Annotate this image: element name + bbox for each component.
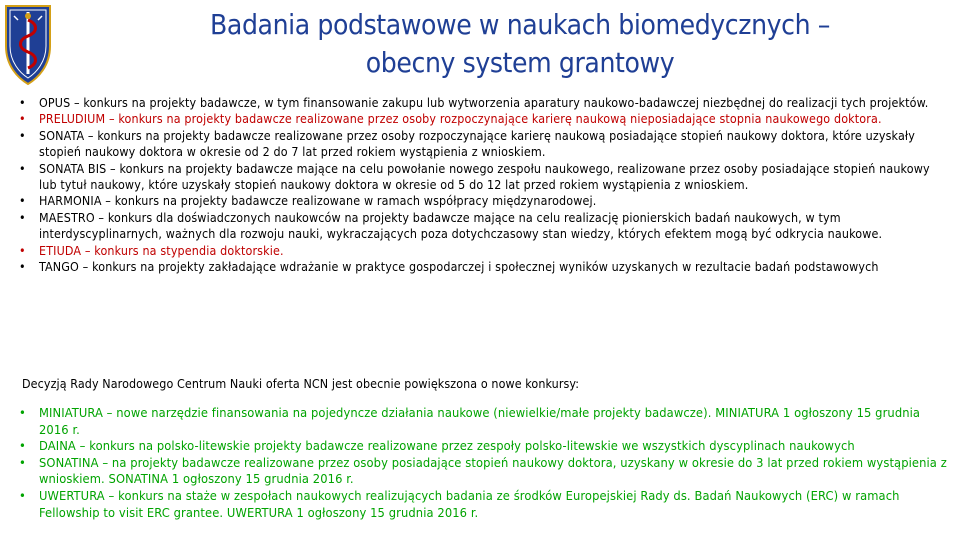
list-item-opus: • OPUS – konkurs na projekty badawcze, w tym finansowanie zakupu lub wytworzenia aparatury naukowo-badawczej niezbędnej do realizacji tych projektów. bbox=[18, 95, 950, 111]
slide-title bbox=[150, 6, 890, 82]
slide-title-line2: obecny system grantowy bbox=[365, 46, 675, 79]
medical-university-shield-icon bbox=[4, 2, 52, 86]
list-item-harmonia: • HARMONIA – konkurs na projekty badawcze realizowane w ramach współpracy międzynarodowej. bbox=[18, 193, 950, 209]
list-item-etiuda: • ETIUDA – konkurs na stypendia doktorskie. bbox=[18, 243, 950, 259]
list-item-daina: • DAINA – konkurs na polsko-litewskie projekty badawcze realizowane przez zespoły polsko-litewskie we wszystkich dyscyplinach naukowych bbox=[18, 439, 950, 456]
list-item-uwertura: • UWERTURA – konkurs na staże w zespołach naukowych realizujących badania ze środków Europejskiej Rady ds. Badań Naukowych (ERC) w ramach Fellowship to visit ERC grantee. UWERTURA 1 ogłoszony 15 grudnia 2016 r. bbox=[18, 489, 950, 522]
slide-title-line1: Badania podstawowe w naukach biomedycznych – bbox=[210, 8, 830, 41]
decision-text: Decyzją Rady Narodowego Centrum Nauki oferta NCN jest obecnie powiększona o nowe konkursy: bbox=[22, 376, 580, 391]
list-item-sonatina: • SONATINA – na projekty badawcze realizowane przez osoby posiadające stopień naukowy doktora, uzyskany w okresie do 3 lat przed rokiem wystąpienia z wnioskiem. SONATINA 1 ogłoszony 15 grudnia 2016 r. bbox=[18, 456, 950, 489]
list-item-sonata: • SONATA – konkurs na projekty badawcze realizowane przez osoby rozpoczynające karierę naukową posiadające stopień naukowy doktora, które uzyskały stopień naukowy doktora w okresie od 2 do 7 lat przed rokiem wystąpienia z wnioskiem. bbox=[18, 128, 950, 161]
list-item-miniatura: • MINIATURA – nowe narzędzie finansowania na pojedyncze działania naukowe (niewielkie/małe projekty badawcze). MINIATURA 1 ogłoszony 15 grudnia 2016 r. bbox=[18, 406, 950, 439]
list-item-tango: • TANGO – konkurs na projekty zakładające wdrażanie w praktyce gospodarczej i społecznej wyników uzyskanych w rezultacie badań podstawowych bbox=[18, 259, 950, 275]
list-item-sonata-bis: • SONATA BIS – konkurs na projekty badawcze mające na celu powołanie nowego zespołu naukowego, realizowane przez osoby posiadające stopień naukowy lub tytuł naukowy, które uzyskały stopień naukowy doktora w okresie od 5 do 12 lat przed rokiem wystąpienia z wnioskiem. bbox=[18, 161, 950, 194]
list-item-preludium: • PRELUDIUM – konkurs na projekty badawcze realizowane przez osoby rozpoczynające karierę naukową nieposiadające stopnia naukowego doktora. bbox=[18, 111, 950, 127]
new-programs-list bbox=[18, 406, 950, 522]
university-logo bbox=[4, 2, 52, 86]
current-programs-list bbox=[18, 95, 950, 275]
list-item-maestro: • MAESTRO – konkurs dla doświadczonych naukowców na projekty badawcze mające na celu realizację pionierskich badań naukowych, w tym interdyscyplinarnych, ważnych dla rozwoju nauki, wykraczających poza dotychczasowy stan wiedzy, których efektem mogą być odkrycia naukowe. bbox=[18, 210, 950, 243]
